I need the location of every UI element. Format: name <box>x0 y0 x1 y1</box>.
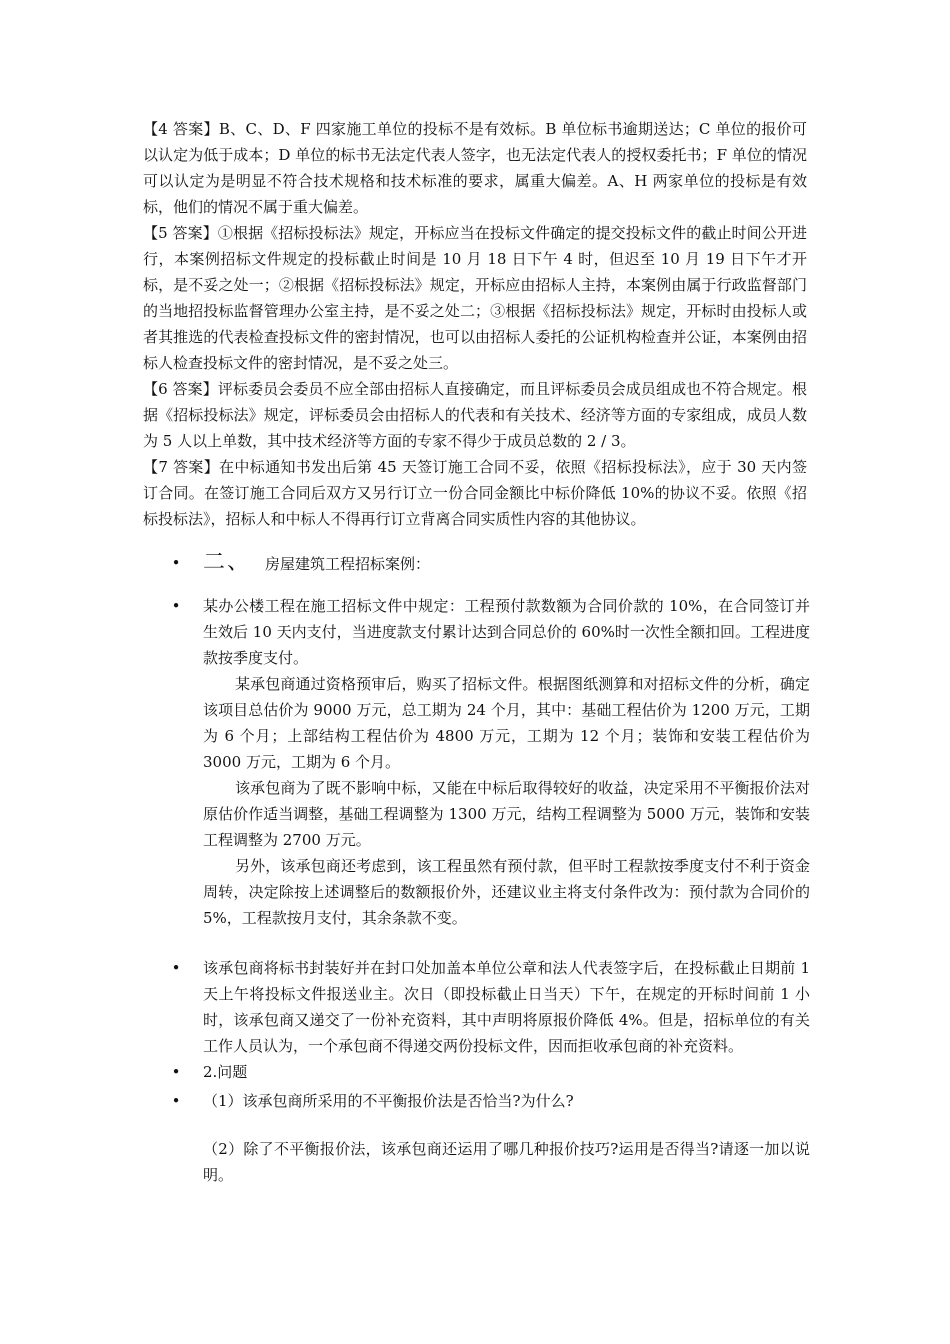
case-description <box>170 593 810 931</box>
bullet-marker: • <box>171 1092 181 1110</box>
case-paragraph: 该承包商为了既不影响中标，又能在中标后取得较好的收益，决定采用不平衡报价法对原估价作适当调整，基础工程调整为 1300 万元，结构工程调整为 5000 万元，装饰和安装工程调整为 2700 万元。 <box>203 779 810 849</box>
answers-section <box>143 116 807 532</box>
bullet-marker: • <box>171 959 181 977</box>
case-paragraph: 另外，该承包商还考虑到，该工程虽然有预付款，但平时工程款按季度支付不利于资金周转，决定除按上述调整后的数额报价外，还建议业主将支付条件改为：预付款为合同价的 5%，工程款按月支付，其余条款不变。 <box>203 857 810 927</box>
case-section <box>170 550 810 1188</box>
answer-4: 【4 答案】B、C、D、F 四家施工单位的投标不是有效标。B 单位标书逾期送达；C 单位的报价可以认定为低于成本；D 单位的标书无法定代表人签字，也无法定代表人的授权委托书；F 单位的情况可以认定为是明显不符合技术规格和技术标准的要求，属重大偏差。A、H 两家单位的投标是有效标，他们的情况不属于重大偏差。 <box>143 120 807 216</box>
answer-6: 【6 答案】评标委员会委员不应全部由招标人直接确定，而且评标委员会成员组成也不符合规定。根据《招标投标法》规定，评标委员会由招标人的代表和有关技术、经济等方面的专家组成，成员人数为 5 人以上单数，其中技术经济等方面的专家不得少于成员总数的 2 / 3。 <box>143 380 807 450</box>
submission-paragraph: 该承包商将标书封装好并在封口处加盖本单位公章和法人代表签字后，在投标截止日期前 1 天上午将投标文件报送业主。次日（即投标截止日当天）下午，在规定的开标时间前 1 小时，该承包商又递交了一份补充资料，其中声明将原报价降低 4%。但是，招标单位的有关工作人员认为，一个承包商不得递交两份投标文件，因而拒收承包商的补充资料。 <box>203 959 810 1055</box>
section-number: 二、 <box>203 550 252 575</box>
questions-heading <box>170 1059 810 1085</box>
questions-label: 2.问题 <box>203 1063 248 1081</box>
bullet-marker: • <box>171 597 181 615</box>
section-heading <box>170 550 810 576</box>
question-2-item <box>170 1136 810 1188</box>
bullet-marker: • <box>171 1063 181 1081</box>
bullet-marker: • <box>171 554 181 572</box>
question-2: （2）除了不平衡报价法，该承包商还运用了哪几种报价技巧?运用是否得当?请逐一加以说明。 <box>203 1140 810 1184</box>
question-1-item <box>170 1088 810 1114</box>
answer-5: 【5 答案】①根据《招标投标法》规定，开标应当在投标文件确定的提交投标文件的截止时间公开进行，本案例招标文件规定的投标截止时间是 10 月 18 日下午 4 时，但迟至 10 月 19 日下午才开标，是不妥之处一；②根据《招标投标法》规定，开标应由招标人主持，本案例由属于行政监督部门的当地招投标监督管理办公室主持，是不妥之处二；③根据《招标投标法》规定，开标时由投标人或者其推选的代表检查投标文件的密封情况，也可以由招标人委托的公证机构检查并公证，本案例由招标人检查投标文件的密封情况，是不妥之处三。 <box>143 224 807 372</box>
case-paragraph: 某承包商通过资格预审后，购买了招标文件。根据图纸测算和对招标文件的分析，确定该项目总估价为 9000 万元，总工期为 24 个月，其中：基础工程估价为 1200 万元，工期为 6 个月；上部结构工程估价为 4800 万元，工期为 12 个月；装饰和安装工程估价为 3000 万元，工期为 6 个月。 <box>203 675 810 771</box>
answer-7: 【7 答案】在中标通知书发出后第 45 天签订施工合同不妥，依照《招标投标法》，应于 30 天内签订合同。在签订施工合同后双方又另行订立一份合同金额比中标价降低 10%的协议不妥。依照《招标投标法》，招标人和中标人不得再行订立背离合同实质性内容的其他协议。 <box>143 458 807 528</box>
section-title: 房屋建筑工程招标案例： <box>265 555 431 573</box>
submission-description <box>170 955 810 1059</box>
question-1: （1）该承包商所采用的不平衡报价法是否恰当?为什么? <box>203 1092 574 1110</box>
case-paragraph: 某办公楼工程在施工招标文件中规定：工程预付款数额为合同价款的 10%，在合同签订并生效后 10 天内支付，当进度款支付累计达到合同总价的 60%时一次性全额扣回。工程进度款按季度支付。 <box>203 597 810 667</box>
